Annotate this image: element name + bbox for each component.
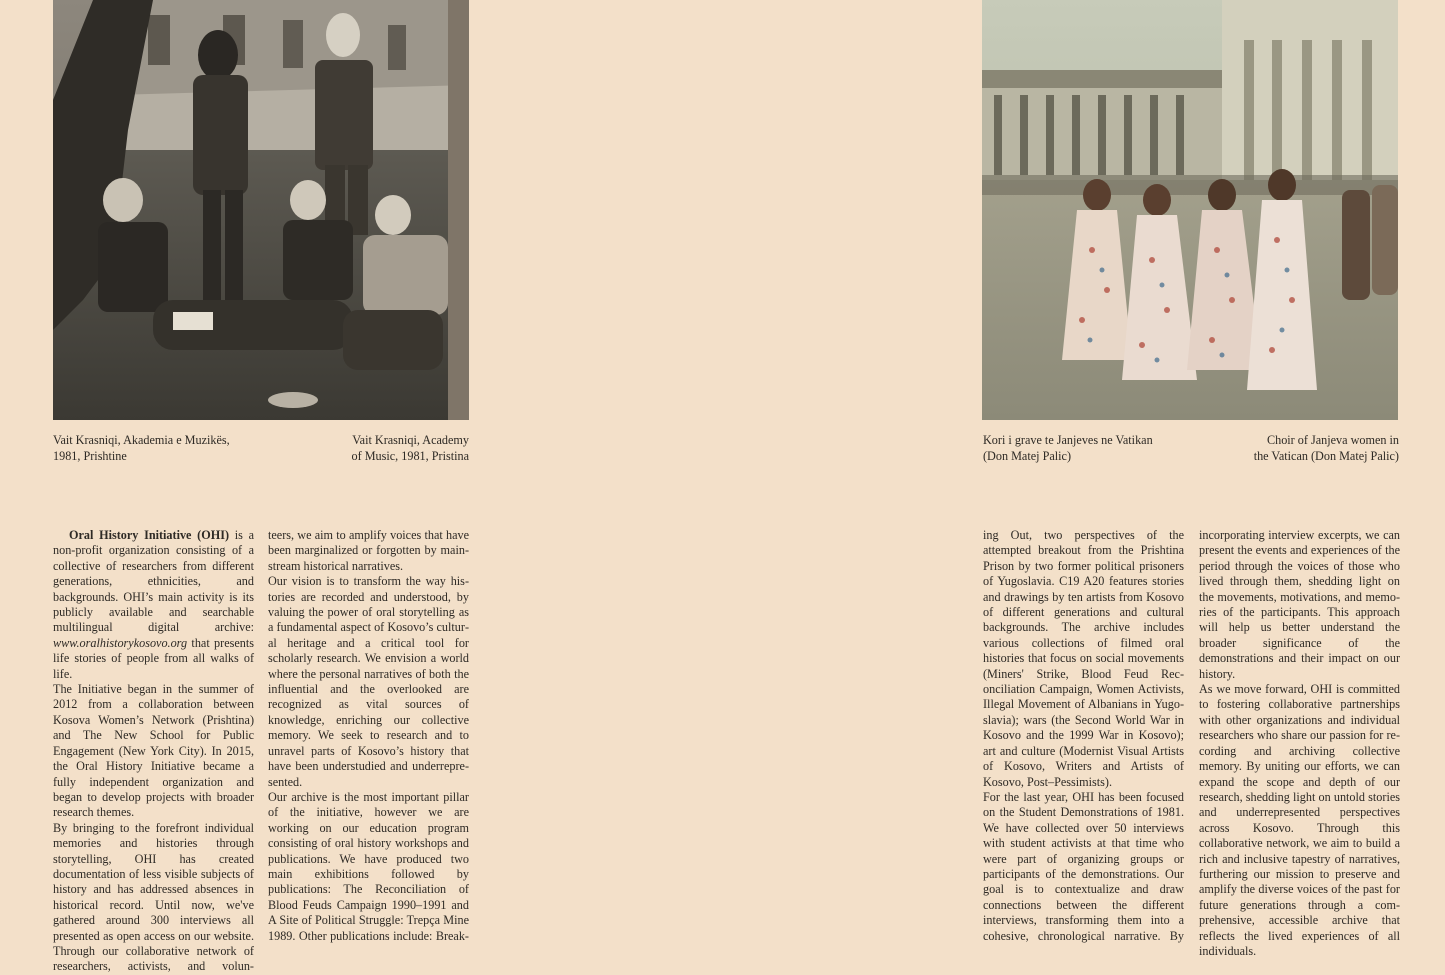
- paragraph-future: As we move forward, OHI is committed to fostering collaborative partnerships with other organizations and individual researchers who share our passion for recording and archiving collective memory. By uniting our efforts, we can expand the scope and depth of our research, shedding light on untold stories and underrepresented perspectives across Kosovo. Through this collaborative network, we aim to build a rich and inclusive tapestry of narratives, furthering our mission to preserve and amplify the diverse voices of the past for future generations through a comprehensive, accessible archive that reflects the lived experiences of all individuals.: [1199, 682, 1400, 958]
- students-photo-illustration: [53, 0, 469, 420]
- paragraph-intro: [53, 528, 254, 682]
- choir-photo-illustration: [982, 0, 1398, 420]
- caption-left-english: Vait Krasniqi, Academy of Music, 1981, Pristina: [351, 433, 469, 463]
- paragraph-storytelling: By bringing to the forefront individual memories and histories through storytelling, OHI has created documentation of less visible subjects of history and has addressed absences in historical record. Until now, we've gathered around 300 interviews all presented as open access on our website. Through our collaborative network of researchers, activists, and volun-: [53, 820, 254, 974]
- text-column-4: [1199, 528, 1400, 959]
- text-column-3: [983, 528, 1184, 944]
- paragraph-collections: ing Out, two perspectives of the attempted breakout from the Prishtina Prison by two former political prisoners of Yugoslavia. C19 A20 features stories and drawings by ten artists from Kosovo of different generations and cultural backgrounds. The archive includes various collections of filmed oral histories that focus on social movements (Miners' Strike, Blood Feud Reconciliation Campaign, Women Activists, Illegal Movement of Albanians in Yugoslavia); wars (the Second World War in Kosovo and the 1999 War in Kosovo); art and culture (Modernist Visual Artists of Kosovo, Writers and Artists of Kosovo, Post–Pessimists).: [983, 528, 1184, 789]
- paragraph-history: The Initiative began in the summer of 2012 from a collaboration between Kosova Women’s Network (Prishtina) and The New School for Public Engagement (New York City). In 2015, the Oral History Initiative became a fully independent organization and began to develop projects with broader research themes.: [53, 682, 254, 820]
- caption-right-albanian: Kori i grave te Janjeves ne Vatikan (Don Matej Palic): [983, 433, 1153, 463]
- archive-link[interactable]: www.oralhistorykosovo.org: [53, 635, 188, 650]
- paragraph-vision: Our vision is to transform the way histories are recorded and understood, by valuing the power of oral storytelling as a fundamental aspect of Kosovo’s cultural heritage and a critical tool for scholarly research. We envision a world where the personal narratives of both the influential and the overlooked are recognized as vital sources of knowledge, enriching our collective memory. We seek to research and to unravel parts of Kosovo’s history that have been understudied and underrepresented.: [268, 574, 469, 789]
- paragraph-archive: Our archive is the most important pillar of the initiative, however we are working on our education program consisting of oral history workshops and publications. We have produced two main exhibitions followed by publications: The Reconciliation of Blood Feuds Campaign 1990–1991 and A Site of Political Struggle: Trepça Mine 1989. Other publications include: Break-: [268, 789, 469, 943]
- intro-end-text: that presents life stories of people from all walks of life.: [53, 635, 254, 681]
- text-column-1: [53, 528, 254, 975]
- paragraph-demonstrations: For the last year, OHI has been focused on the Student Demonstrations of 1981. We have collected over 50 interviews with student activists at that time who were part of organizing groups or participants of the demonstrations. Our goal is to contextualize and draw connections between the different interviews, transforming them into a cohesive, chronological narrative. By: [983, 789, 1184, 943]
- paragraph-excerpts: incorporating interview excerpts, we can present the events and experiences of the period through the voices of those who lived through them, shedding light on the movements, motivations, and memories of the participants. This approach will help us better understand the broader significance of the demonstrations and their impact on our history.: [1199, 528, 1400, 681]
- lead-organization-name: Oral History Initiative (OHI): [69, 528, 230, 542]
- photo-students-1981: [53, 0, 469, 420]
- photo-choir-vatican: [982, 0, 1398, 420]
- paragraph-volunteers: teers, we aim to amplify voices that have been marginalized or forgotten by mainstream historical narratives.: [268, 528, 469, 573]
- caption-left-albanian: Vait Krasniqi, Akademia e Muzikës, 1981, Prishtine: [53, 433, 230, 463]
- text-column-2: [268, 528, 469, 944]
- caption-right-english: Choir of Janjeva women in the Vatican (Don Matej Palic): [1253, 433, 1399, 463]
- intro-text: is a non-profit organization consisting of a collective of researchers from different generations, ethnicities, and backgrounds. OHI’s main activity is its publicly available and searchable multilingual digital archive:: [53, 528, 254, 635]
